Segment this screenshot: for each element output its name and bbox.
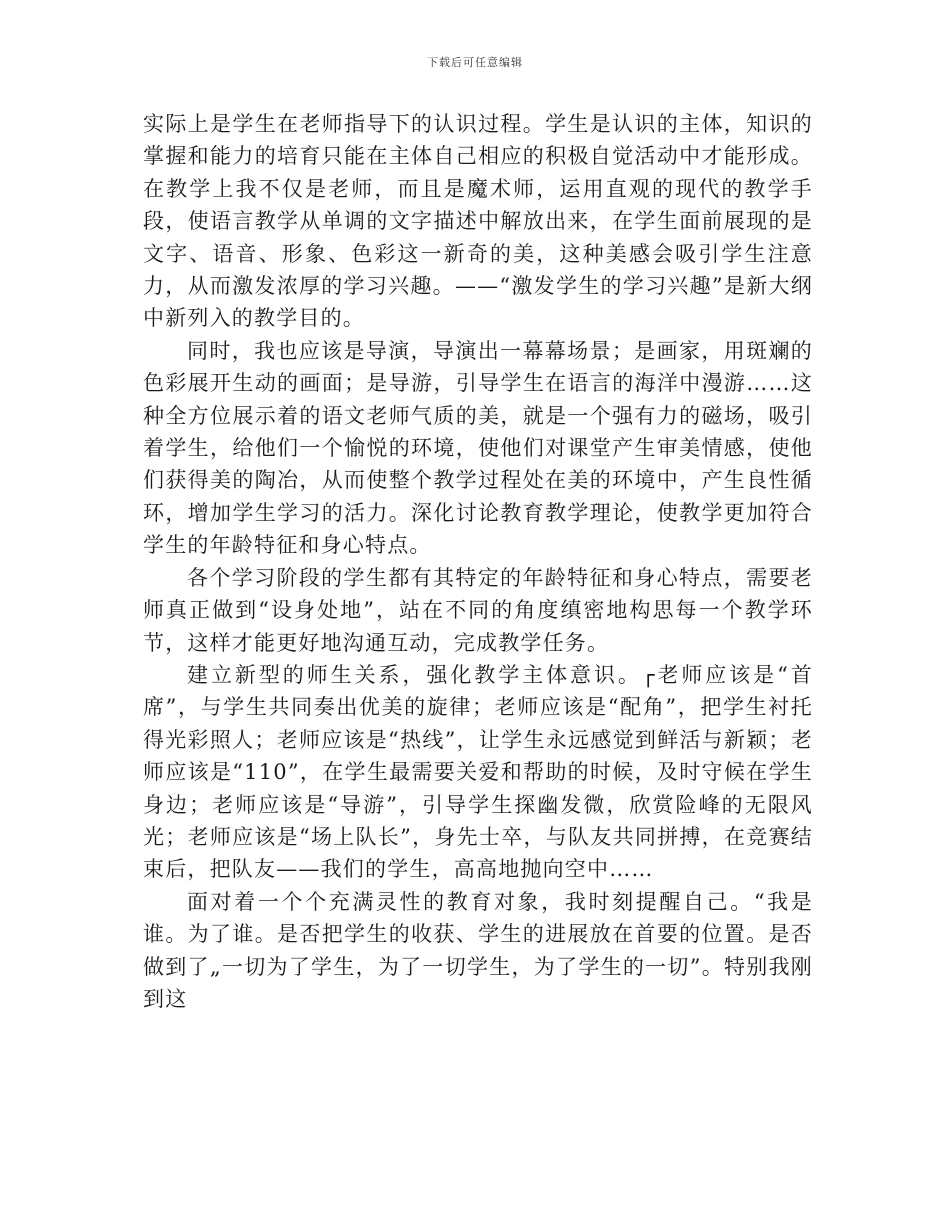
- page-header: 下载后可任意编辑: [427, 56, 523, 69]
- paragraph-5: 面对着一个个充满灵性的教育对象，我时刻提醒自己。“我是谁。为了谁。是否把学生的收获、学生的进展放在首要的位置。是否做到了„一切为了学生，为了一切学生，为了学生的一切”。特别我刚到这: [143, 889, 813, 1011]
- paragraph-2: 同时，我也应该是导演，导演出一幕幕场景；是画家，用斑斓的色彩展开生动的画面；是导游，引导学生在语言的海洋中漫游……这种全方位展示着的语文老师气质的美，就是一个强有力的磁场，吸引着学生，给他们一个愉悦的环境，使他们对课堂产生审美情感，使他们获得美的陶冶，从而使整个教学过程处在美的环境中，产生良性循环，增加学生学习的活力。深化讨论教育教学理论，使教学更加符合学生的年龄特征和身心特点。: [143, 338, 813, 558]
- paragraph-3: 各个学习阶段的学生都有其特定的年龄特征和身心特点，需要老师真正做到“设身处地”，站在不同的角度缜密地构思每一个教学环节，这样才能更好地沟通互动，完成教学任务。: [143, 565, 813, 655]
- paragraph-1: 实际上是学生在老师指导下的认识过程。学生是认识的主体，知识的掌握和能力的培育只能在主体自己相应的积极自觉活动中才能形成。在教学上我不仅是老师，而且是魔术师，运用直观的现代的教学手段，使语言教学从单调的文字描述中解放出来，在学生面前展现的是文字、语音、形象、色彩这一新奇的美，这种美感会吸引学生注意力，从而激发浓厚的学习兴趣。——“激发学生的学习兴趣”是新大纲中新列入的教学目的。: [143, 112, 813, 331]
- document-body: [143, 108, 813, 1015]
- paragraph-4: 建立新型的师生关系，强化教学主体意识。┌老师应该是“首席”，与学生共同奏出优美的旋律；老师应该是“配角”，把学生衬托得光彩照人；老师应该是“热线”，让学生永远感觉到鲜活与新颖；老师应该是“110”，在学生最需要关爱和帮助的时候，及时守候在学生身边；老师应该是“导游”，引导学生探幽发微，欣赏险峰的无限风光；老师应该是“场上队长”，身先士卒，与队友共同拼搏，在竞赛结束后，把队友——我们的学生，高高地抛向空中……: [143, 662, 813, 882]
